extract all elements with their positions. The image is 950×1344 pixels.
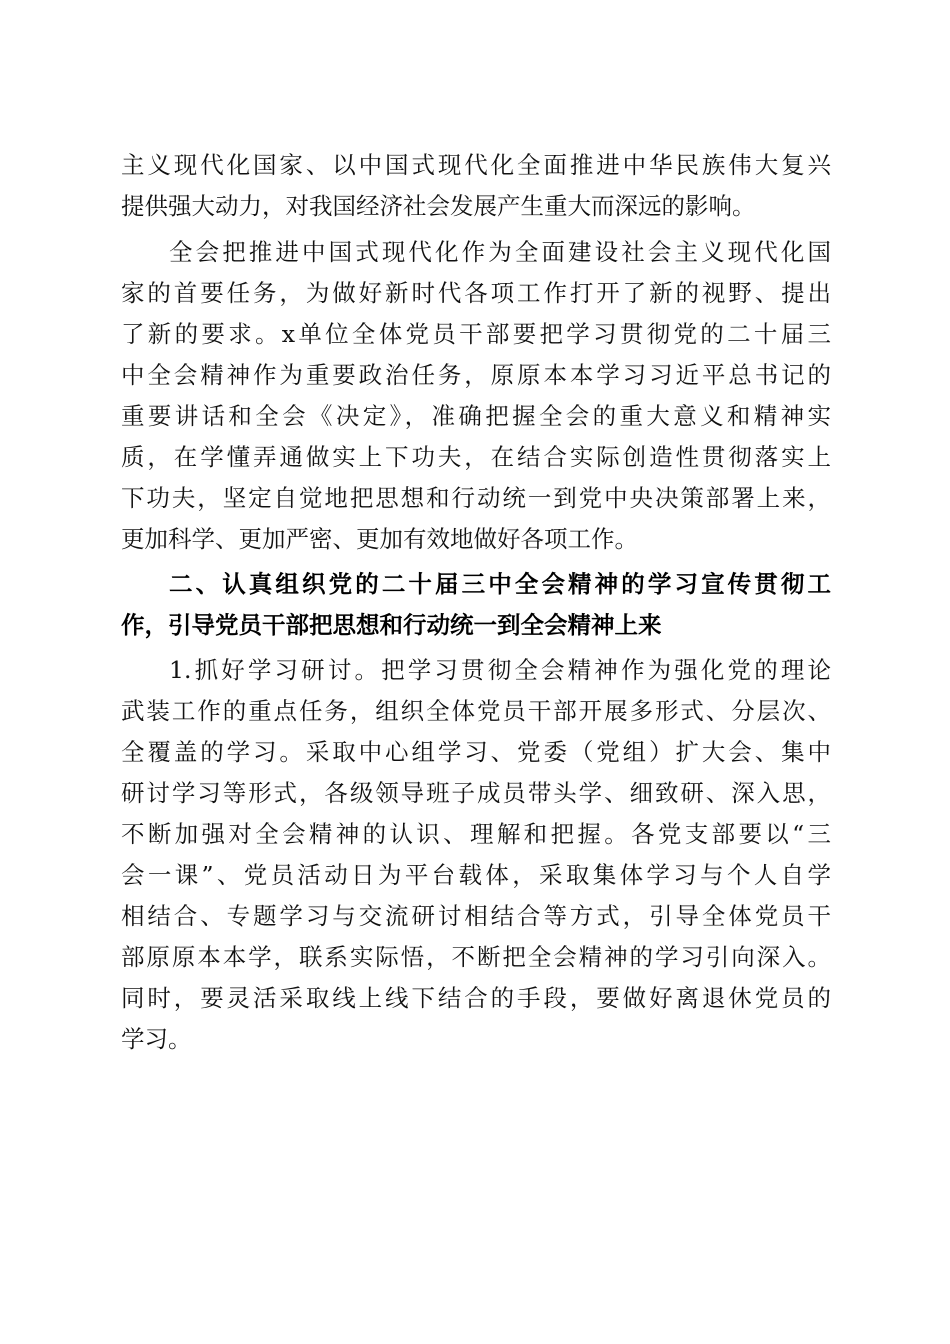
paragraph-line: 研讨学习等形式，各级领导班子成员带头学、细致研、深入思，	[121, 779, 831, 807]
paragraph-line: 相结合、专题学习与交流研讨相结合等方式，引导全体党员干	[121, 902, 831, 930]
paragraph-line: 更加科学、更加严密、更加有效地做好各项工作。	[121, 525, 638, 553]
section-heading-line: 作，引导党员干部把思想和行动统一到全会精神上来	[121, 611, 662, 639]
paragraph-line: 下功夫，坚定自觉地把思想和行动统一到党中央决策部署上来，	[121, 484, 831, 512]
paragraph-line: 不断加强对全会精神的认识、理解和把握。各党支部要以“三	[121, 820, 831, 848]
paragraph-line: 了新的要求。x单位全体党员干部要把学习贯彻党的二十届三	[121, 320, 831, 348]
paragraph-line: 主义现代化国家、以中国式现代化全面推进中华民族伟大复兴	[121, 151, 831, 179]
paragraph-line: 同时，要灵活采取线上线下结合的手段，要做好离退休党员的	[121, 984, 831, 1012]
paragraph-line: 质，在学懂弄通做实上下功夫，在结合实际创造性贯彻落实上	[121, 443, 831, 471]
paragraph-line: 中全会精神作为重要政治任务，原原本本学习习近平总书记的	[121, 361, 831, 389]
paragraph-line: 学习。	[121, 1025, 192, 1053]
paragraph-line: 部原原本本学，联系实际悟，不断把全会精神的学习引向深入。	[121, 943, 831, 971]
paragraph-line: 1.抓好学习研讨。把学习贯彻全会精神作为强化党的理论	[169, 656, 831, 684]
section-heading-line: 二、认真组织党的二十届三中全会精神的学习宣传贯彻工	[169, 570, 831, 598]
paragraph-line: 提供强大动力，对我国经济社会发展产生重大而深远的影响。	[121, 192, 756, 220]
paragraph-line: 武装工作的重点任务，组织全体党员干部开展多形式、分层次、	[121, 697, 831, 725]
paragraph-line: 全会把推进中国式现代化作为全面建设社会主义现代化国	[169, 238, 831, 266]
paragraph-line: 会一课”、党员活动日为平台载体，采取集体学习与个人自学	[121, 861, 831, 889]
paragraph-line: 重要讲话和全会《决定》，准确把握全会的重大意义和精神实	[121, 402, 831, 430]
paragraph-line: 家的首要任务，为做好新时代各项工作打开了新的视野、提出	[121, 279, 831, 307]
paragraph-line: 全覆盖的学习。采取中心组学习、党委（党组）扩大会、集中	[121, 738, 831, 766]
